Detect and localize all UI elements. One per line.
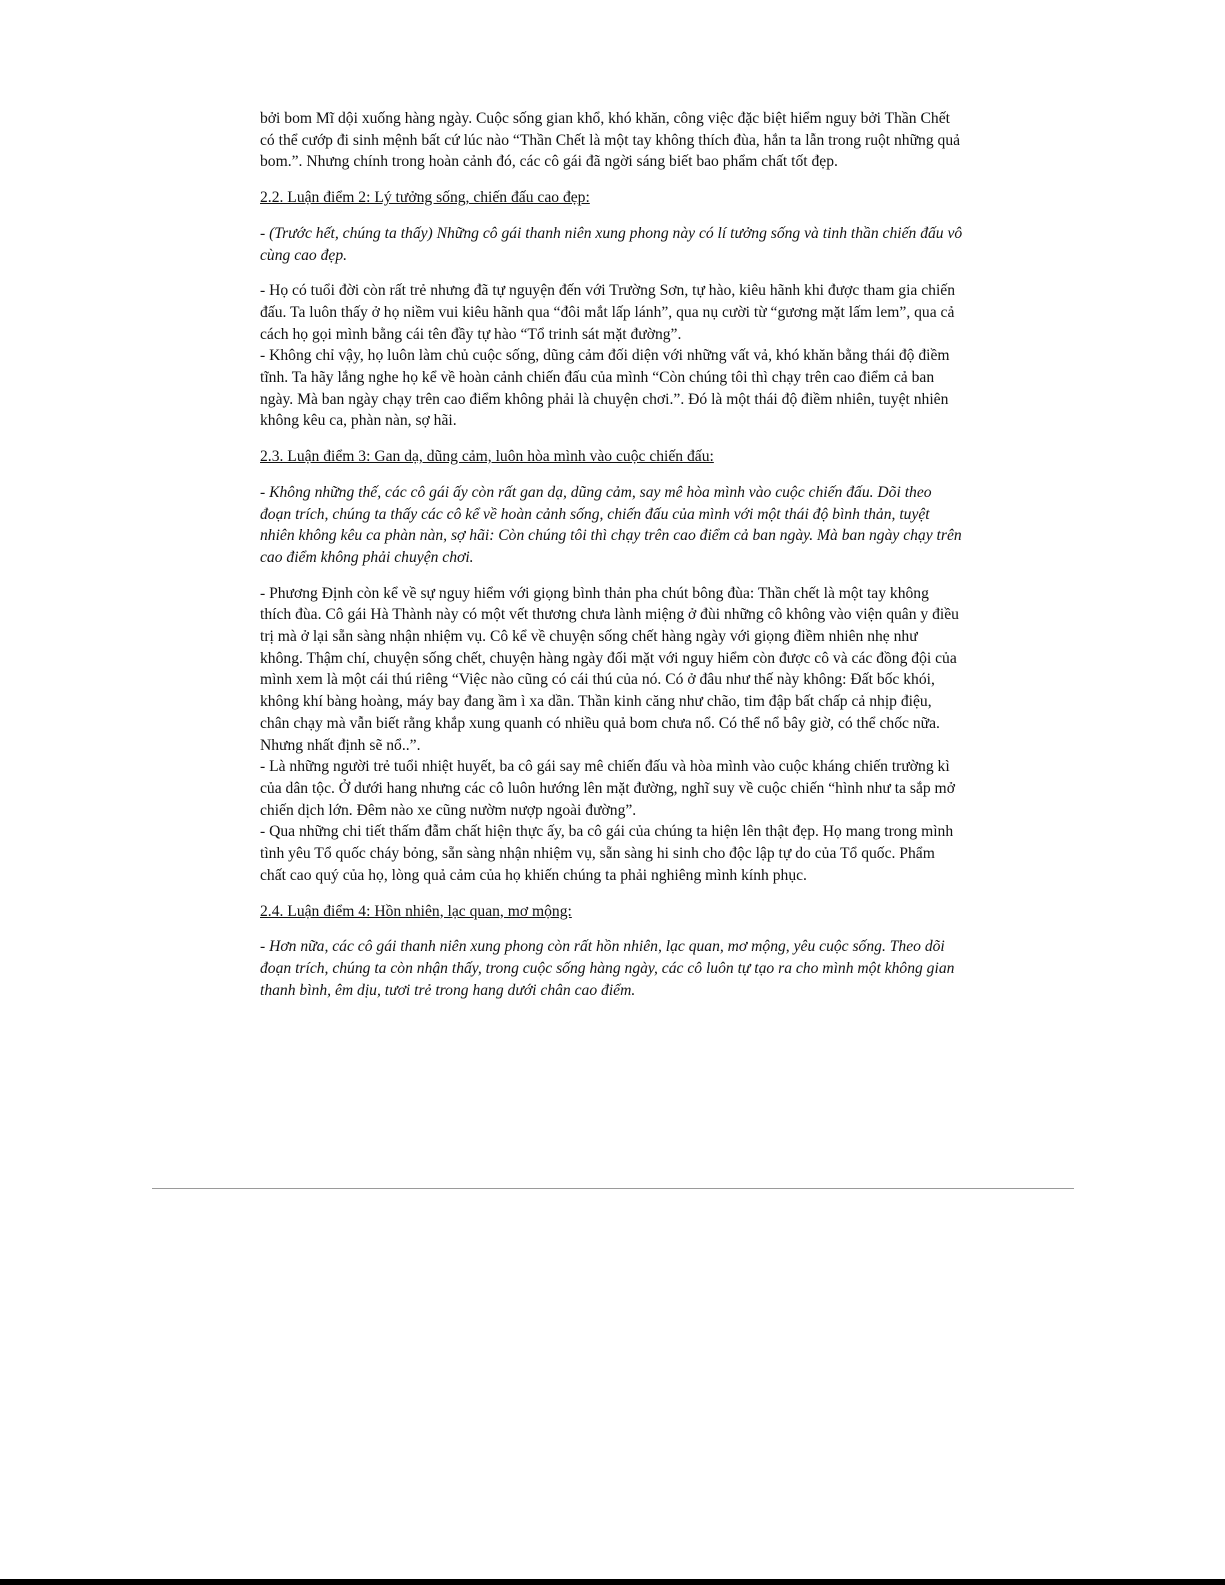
paragraph-2-2-body-1: - Họ có tuổi đời còn rất trẻ nhưng đã tự nguyện đến với Trường Sơn, tự hào, kiêu hãnh khi được tham gia chiến đấu. Ta luôn thấy ở họ niềm vui kiêu hãnh qua “đôi mắt lấp lánh”, qua nụ cười từ “gương mặt lấm lem”, qua cả cách họ gọi mình bằng cái tên đầy tự hào “Tổ trinh sát mặt đường”. [260,282,956,343]
paragraph-2-3-body-3: - Qua những chi tiết thấm đẫm chất hiện thực ấy, ba cô gái của chúng ta hiện lên thật đẹp. Họ mang trong mình tình yêu Tổ quốc cháy bỏng, sẵn sàng nhận nhiệm vụ, sẵn sàng hi sinh cho độc lập tự do của Tổ quốc. Phẩm chất cao quý của họ, lòng quả cảm của họ khiến chúng ta phải nghiêng mình kính phục. [260,823,954,884]
paragraph-2-2-lead: - (Trước hết, chúng ta thấy) Những cô gái thanh niên xung phong này có lí tưởng sống và tinh thần chiến đấu vô cùng cao đẹp. [260,224,963,264]
heading-section-2-3: 2.3. Luận điểm 3: Gan dạ, dũng cảm, luôn hòa mình vào cuộc chiến đấu: [260,448,714,466]
document-body [260,108,963,1001]
paragraph-intro: bởi bom Mĩ dội xuống hàng ngày. Cuộc sống gian khổ, khó khăn, công việc đặc biệt hiểm nguy bởi Thần Chết có thể cướp đi sinh mệnh bất cứ lúc nào “Thần Chết là một tay không thích đùa, hắn ta lẫn trong ruột những quả bom.”. Nhưng chính trong hoàn cảnh đó, các cô gái đã ngời sáng biết bao phẩm chất tốt đẹp. [260,110,961,171]
paragraph-2-4-lead: - Hơn nữa, các cô gái thanh niên xung phong còn rất hồn nhiên, lạc quan, mơ mộng, yêu cuộc sống. Theo dõi đoạn trích, chúng ta còn nhận thấy, trong cuộc sống hàng ngày, các cô luôn tự tạo ra cho mình một không gian thanh bình, êm dịu, tươi trẻ trong hang dưới chân cao điểm. [260,938,955,999]
paragraph-2-3-body-1: - Phương Định còn kể về sự nguy hiểm với giọng bình thản pha chút bông đùa: Thần chết là một tay không thích đùa. Cô gái Hà Thành này có một vết thương chưa lành miệng ở đùi những cô không vào viện quân y điều trị mà ở lại sẵn sàng nhận nhiệm vụ. Cô kể về chuyện sống chết hàng ngày với giọng điềm nhiên nhẹ như không. Thậm chí, chuyện sống chết, chuyện hàng ngày đối mặt với nguy hiểm còn được cô và các đồng đội của mình xem là một cái thú riêng “Việc nào cũng có cái thú của nó. Có ở đâu như thế này không: Đất bốc khói, không khí bàng hoàng, máy bay đang ầm ì xa dần. Thần kinh căng như chão, tim đập bất chấp cả nhịp điệu, chân chạy mà vẫn biết rằng khắp xung quanh có nhiều quả bom chưa nổ. Có thể nổ bây giờ, có thể chốc nữa. Nhưng nhất định sẽ nổ..”. [260,584,959,754]
heading-section-2-4: 2.4. Luận điểm 4: Hồn nhiên, lạc quan, mơ mộng: [260,902,572,920]
paragraph-2-3-body-2: - Là những người trẻ tuổi nhiệt huyết, ba cô gái say mê chiến đấu và hòa mình vào cuộc kháng chiến trường kì của dân tộc. Ở dưới hang nhưng các cô luôn hướng lên mặt đường, nghĩ suy về cuộc chiến “hình như ta sắp mở chiến dịch lớn. Đêm nào xe cũng nườm nượp ngoài đường”. [260,758,955,819]
page-divider [152,1188,1074,1189]
bottom-edge-bar [0,1579,1225,1585]
paragraph-2-3-lead: - Không những thế, các cô gái ấy còn rất gan dạ, dũng cảm, say mê hòa mình vào cuộc chiến đấu. Dõi theo đoạn trích, chúng ta thấy các cô kể về hoàn cảnh sống, chiến đấu của mình với một thái độ bình thản, tuyệt nhiên không kêu ca phàn nàn, sợ hãi: Còn chúng tôi thì chạy trên cao điểm cả ban ngày. Mà ban ngày chạy trên cao điểm không phải chuyện chơi. [260,483,962,566]
paragraph-2-2-body-2: - Không chỉ vậy, họ luôn làm chủ cuộc sống, dũng cảm đối diện với những vất vả, khó khăn bằng thái độ điềm tĩnh. Ta hãy lắng nghe họ kể về hoàn cảnh chiến đấu của mình “Còn chúng tôi thì chạy trên cao điểm cả ban ngày. Mà ban ngày chạy trên cao điểm không phải là chuyện chơi.”. Đó là một thái độ điềm nhiên, tuyệt nhiên không kêu ca, phàn nàn, sợ hãi. [260,347,950,430]
heading-section-2-2: 2.2. Luận điểm 2: Lý tưởng sống, chiến đấu cao đẹp: [260,189,590,207]
